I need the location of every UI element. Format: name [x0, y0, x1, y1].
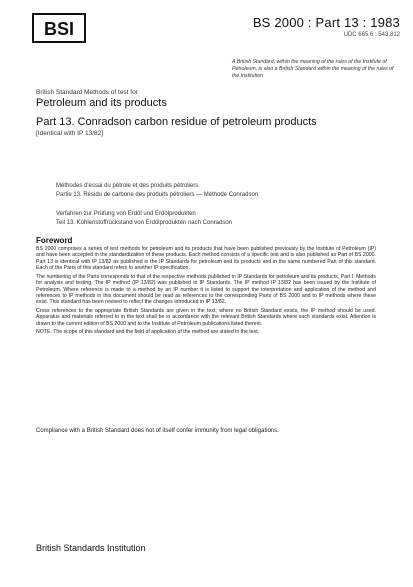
foreword-heading: Foreword	[36, 236, 73, 245]
foreword-paragraph: The numbering of the Parts corresponds to that of the respective methods published in IP Standards for petroleum and its products, Part I. Methods for analysis and testing. The IP method (IP 13/82) was published in IP Standards. The IP method IP 13/82 has been issued by the Institute of Petroleum. Where reference is made to a method by an IP number it is listed to support the interpretation and application of the method and references to IP methods in this document should be read as references to the corresponding Parts of BS 2000 and to IP methods where these exist. This standard has been revised to reflect the changes introduced in IP 13/82.	[36, 273, 376, 306]
german-title	[56, 210, 232, 228]
standard-note: A British Standard, within the meaning of the rules of the Institute of Petroleum, is also a British Standard within the meaning of the rules of the Institution	[232, 59, 394, 79]
part-title: Part 13. Conradson carbon residue of petroleum products	[36, 116, 317, 128]
french-line-2: Partie 13. Résidu de carbone des produits pétroliers — Méthode Conradson	[56, 192, 259, 198]
identical-note: [Identical with IP 13/82]	[36, 130, 104, 137]
header-right	[230, 15, 400, 38]
bsi-logo-text: BSI	[43, 19, 75, 39]
publisher-name: British Standards Institution	[36, 543, 146, 553]
bsi-logo	[32, 13, 86, 43]
french-line-1: Méthodes d'essai du pétrole et des produits pétroliers	[56, 183, 199, 189]
foreword-paragraph: Cross references to the appropriate British Standards are given in the text; where no British Standard exists, the IP method should be used. Apparatus and materials referred to in the text shall be in accordance with the relevant British Standards where such standards exist. Attention is drawn to the current edition of BS 2000 and to the Institute of Petroleum publications listed therein.	[36, 308, 376, 327]
foreword-paragraph: BS 2000 comprises a series of test methods for petroleum and its products that have been published previously by the Institute of Petroleum (IP) and have been accepted in the standardization of these products. Each method consists of a specific test and is also published as Part of BS 2000. Part 13 is identical with IP 13/82 as published in the IP Standards for petroleum and its products and in the same numbered Part of this standard. Each of the Parts of this standard refers to another IP specification.	[36, 246, 376, 272]
main-title: Petroleum and its products	[36, 97, 167, 109]
series-title: British Standard Methods of test for	[36, 89, 138, 96]
udc-code: UDC 665.6 : 543.812	[343, 32, 400, 38]
standard-number: BS 2000 : Part 13 : 1983	[252, 15, 400, 30]
foreword-body	[36, 246, 376, 338]
foreword-note: NOTE. The scope of this standard and the field of application of the method are stated in the text.	[36, 329, 260, 336]
german-line-2: Teil 13. Kohlenstoffrückstand von Erdölprodukten nach Conradson	[56, 220, 233, 226]
german-line-1: Verfahren zur Prüfung von Erdöl und Erdölprodukten	[56, 211, 196, 217]
compliance-statement: Compliance with a British Standard does not of itself confer immunity from legal obligations.	[36, 428, 279, 434]
french-title	[56, 182, 258, 200]
